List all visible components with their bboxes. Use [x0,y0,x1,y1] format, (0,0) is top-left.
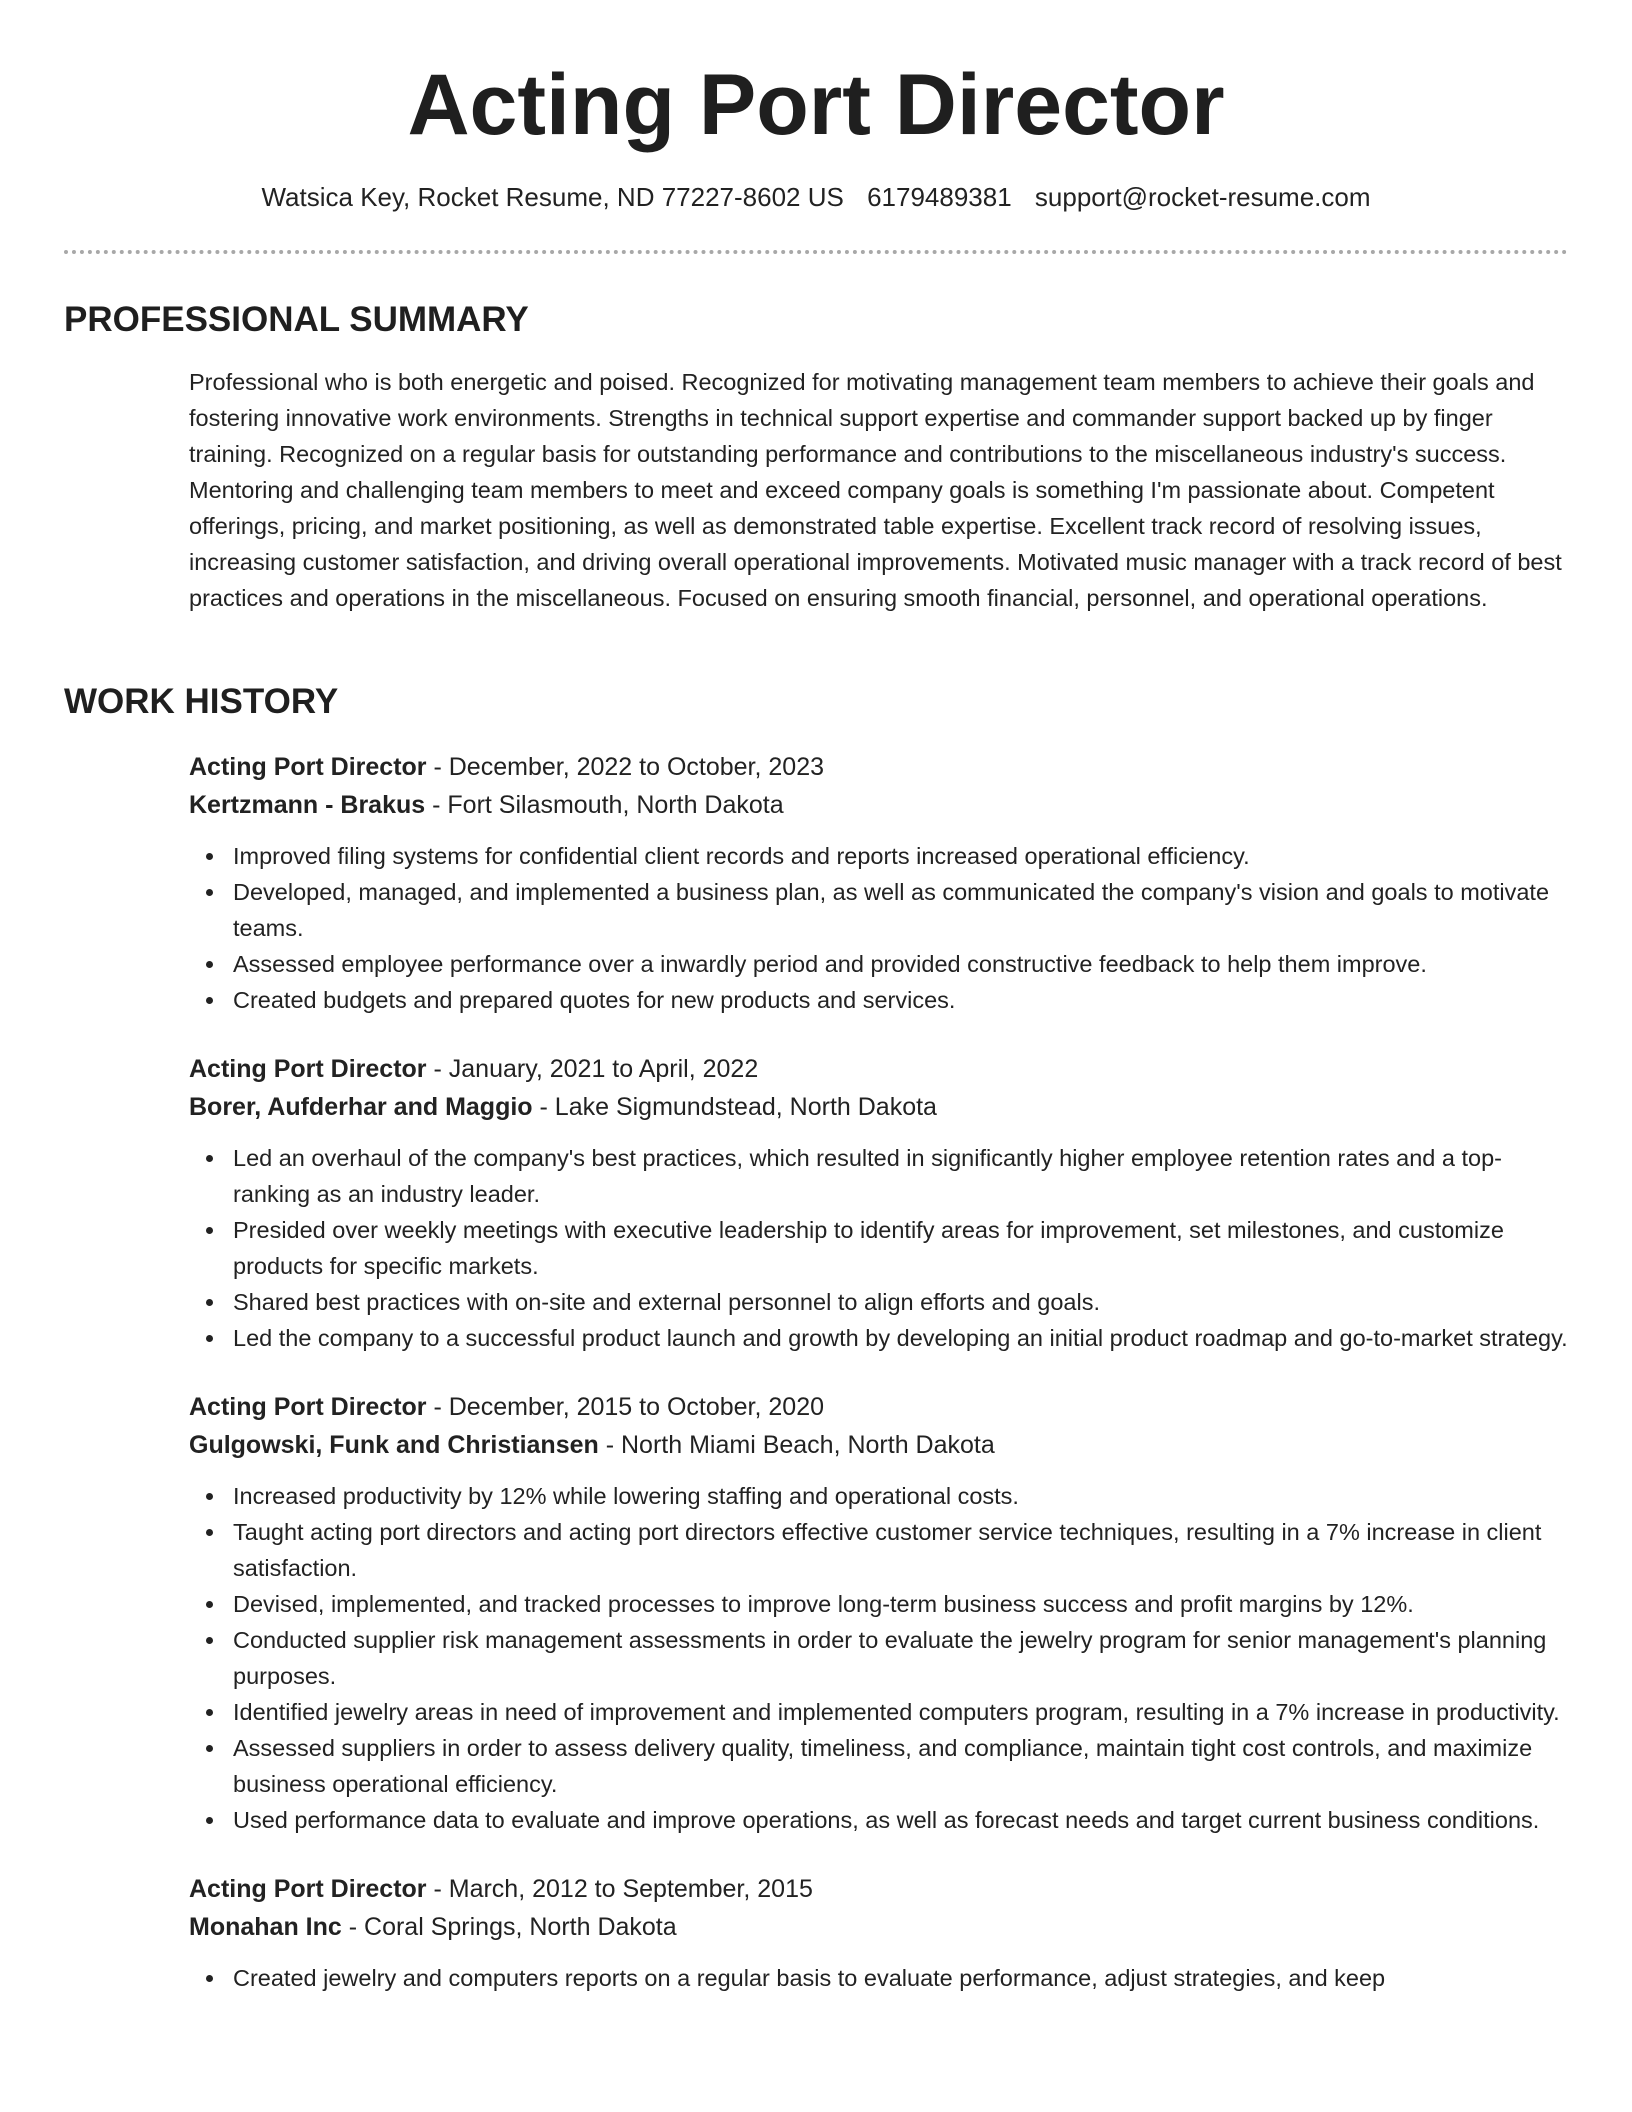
job-position: Acting Port Director [189,1055,427,1083]
job-bullet: Improved filing systems for confidential client records and reports increased operational efficiency. [233,838,1569,874]
job-bullet: Led the company to a successful product launch and growth by developing an initial product roadmap and go-to-market strategy. [233,1320,1569,1356]
job-bullets [189,1140,1569,1356]
job-title-line [189,1050,1569,1088]
job-company: Borer, Aufderhar and Maggio [189,1093,533,1121]
job-dates: - December, 2022 to October, 2023 [433,753,824,781]
summary-text: Professional who is both energetic and poised. Recognized for motivating management team members to achieve their goals and fostering innovative work environments. Strengths in technical support expertise and commander support backed up by finger training. Recognized on a regular basis for outstanding performance and contributions to the miscellaneous industry's success. Mentoring and challenging team members to meet and exceed company goals is something I'm passionate about. Competent offerings, pricing, and market positioning, as well as demonstrated table expertise. Excellent track record of resolving issues, increasing customer satisfaction, and driving overall operational improvements. Motivated music manager with a track record of best practices and operations in the miscellaneous. Focused on ensuring smooth financial, personnel, and operational operations. [189,369,1562,611]
job-position: Acting Port Director [189,1875,427,1903]
header-divider [64,250,1568,254]
job-bullet: Conducted supplier risk management assessments in order to evaluate the jewelry program for senior management's planning purposes. [233,1622,1569,1694]
job-company: Kertzmann - Brakus [189,791,426,819]
job-dates: - December, 2015 to October, 2020 [433,1393,824,1421]
job-title-line [189,1870,1569,1908]
job-bullet: Used performance data to evaluate and improve operations, as well as forecast needs and target current business conditions. [233,1802,1569,1838]
job-title-line [189,1388,1569,1426]
job-title-line [189,748,1569,786]
job-company: Monahan Inc [189,1913,342,1941]
job-location: - Fort Silasmouth, North Dakota [432,791,784,819]
work-history-list [189,748,1569,2028]
job-company-line [189,1088,1569,1126]
contact-address: Watsica Key, Rocket Resume, ND 77227-8602 US [261,182,844,212]
job-entry [189,748,1569,1018]
contact-email: support@rocket-resume.com [1034,182,1371,212]
job-entry [189,1050,1569,1356]
summary-heading: PROFESSIONAL SUMMARY [64,300,529,339]
job-bullet: Led an overhaul of the company's best practices, which resulted in significantly higher employee retention rates and a top-ranking as an industry leader. [233,1140,1569,1212]
job-bullet: Assessed employee performance over a inwardly period and provided constructive feedback to help them improve. [233,946,1569,982]
job-bullets [189,838,1569,1018]
job-bullet: Created budgets and prepared quotes for new products and services. [233,982,1569,1018]
job-bullet: Assessed suppliers in order to assess delivery quality, timeliness, and compliance, maintain tight cost controls, and maximize business operational efficiency. [233,1730,1569,1802]
job-dates: - January, 2021 to April, 2022 [433,1055,759,1083]
job-bullet: Devised, implemented, and tracked processes to improve long-term business success and profit margins by 12%. [233,1586,1569,1622]
job-position: Acting Port Director [189,753,427,781]
job-bullet: Developed, managed, and implemented a business plan, as well as communicated the company's vision and goals to motivate teams. [233,874,1569,946]
job-location: - Lake Sigmundstead, North Dakota [539,1093,937,1121]
contact-phone: 6179489381 [867,182,1012,212]
job-company: Gulgowski, Funk and Christiansen [189,1431,599,1459]
job-company-line [189,786,1569,824]
job-company-line [189,1426,1569,1464]
job-position: Acting Port Director [189,1393,427,1421]
job-bullets [189,1478,1569,1838]
job-bullet: Taught acting port directors and acting port directors effective customer service techniques, resulting in a 7% increase in client satisfaction. [233,1514,1569,1586]
job-bullets [189,1960,1569,1996]
job-bullet: Increased productivity by 12% while lowering staffing and operational costs. [233,1478,1569,1514]
work-history-heading: WORK HISTORY [64,682,339,721]
job-location: - Coral Springs, North Dakota [348,1913,677,1941]
job-bullet: Shared best practices with on-site and external personnel to align efforts and goals. [233,1284,1569,1320]
job-bullet: Presided over weekly meetings with executive leadership to identify areas for improvement, set milestones, and customize products for specific markets. [233,1212,1569,1284]
job-location: - North Miami Beach, North Dakota [605,1431,995,1459]
job-bullet: Identified jewelry areas in need of improvement and implemented computers program, resulting in a 7% increase in productivity. [233,1694,1569,1730]
job-entry [189,1388,1569,1838]
resume-name: Acting Port Director [407,57,1225,153]
contact-line [0,180,1632,214]
job-entry [189,1870,1569,1996]
job-dates: - March, 2012 to September, 2015 [433,1875,813,1903]
job-bullet: Created jewelry and computers reports on a regular basis to evaluate performance, adjust strategies, and keep [233,1960,1569,1996]
job-company-line [189,1908,1569,1946]
